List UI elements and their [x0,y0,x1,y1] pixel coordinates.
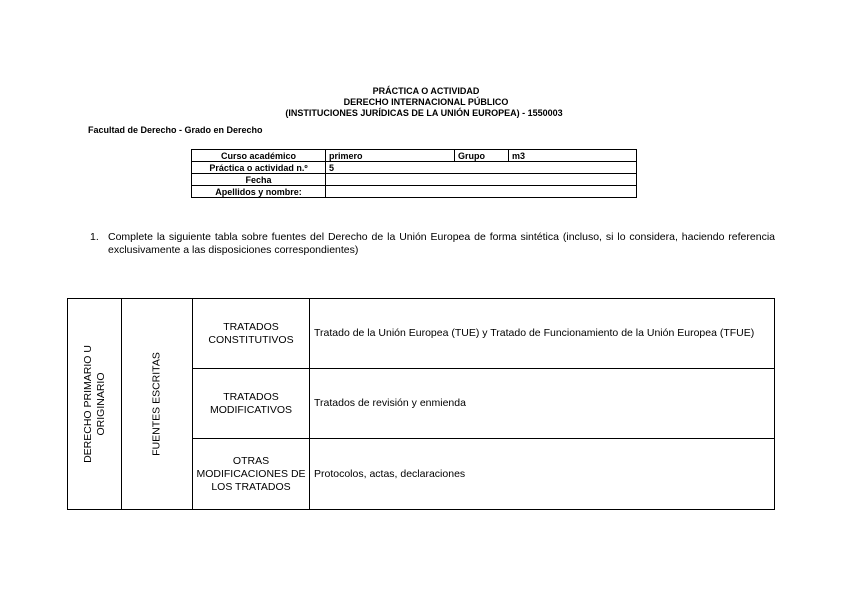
curso-value[interactable]: primero [326,150,455,162]
apellidos-row [192,186,637,198]
document-title: PRÁCTICA O ACTIVIDAD [372,86,480,96]
info-table [191,149,637,198]
course-title: (INSTITUCIONES JURÍDICAS DE LA UNIÓN EUROPEA) - 1550003 [285,108,563,118]
question-number: 1. [90,231,99,243]
fecha-value[interactable] [326,174,637,186]
fecha-row [192,174,637,186]
description-cell[interactable]: Tratados de revisión y enmienda [310,369,775,439]
subcategory-label: FUENTES ESCRITAS [150,352,163,456]
kind-cell: TRATADOS MODIFICATIVOS [193,369,310,439]
curso-label: Curso académico [192,150,326,162]
grupo-value[interactable]: m3 [509,150,637,162]
practica-row [192,162,637,174]
description-cell[interactable]: Protocolos, actas, declaraciones [310,439,775,510]
kind-cell: TRATADOS CONSTITUTIVOS [193,299,310,369]
category-label: DERECHO PRIMARIO U ORIGINARIO [81,345,107,463]
fecha-label: Fecha [192,174,326,186]
practica-value[interactable]: 5 [326,162,637,174]
grupo-label: Grupo [455,150,509,162]
question-1 [90,231,775,257]
practica-label: Práctica o actividad n.º [192,162,326,174]
table-row [68,299,775,369]
apellidos-label: Apellidos y nombre: [192,186,326,198]
category-cell [68,299,122,510]
faculty-label: Facultad de Derecho - Grado en Derecho [88,125,263,135]
apellidos-value[interactable] [326,186,637,198]
subject-title: DERECHO INTERNACIONAL PÚBLICO [343,97,509,107]
curso-row [192,150,637,162]
subcategory-cell [122,299,193,510]
sources-table [67,298,775,510]
question-text: Complete la siguiente tabla sobre fuentes del Derecho de la Unión Europea de forma sintética (incluso, si lo considera, haciendo referencia exclusivamente a las disposiciones correspondientes) [108,231,775,256]
kind-cell: OTRAS MODIFICACIONES DE LOS TRATADOS [193,439,310,510]
document-header [0,86,848,119]
description-cell[interactable]: Tratado de la Unión Europea (TUE) y Tratado de Funcionamiento de la Unión Europea (TFUE) [310,299,775,369]
